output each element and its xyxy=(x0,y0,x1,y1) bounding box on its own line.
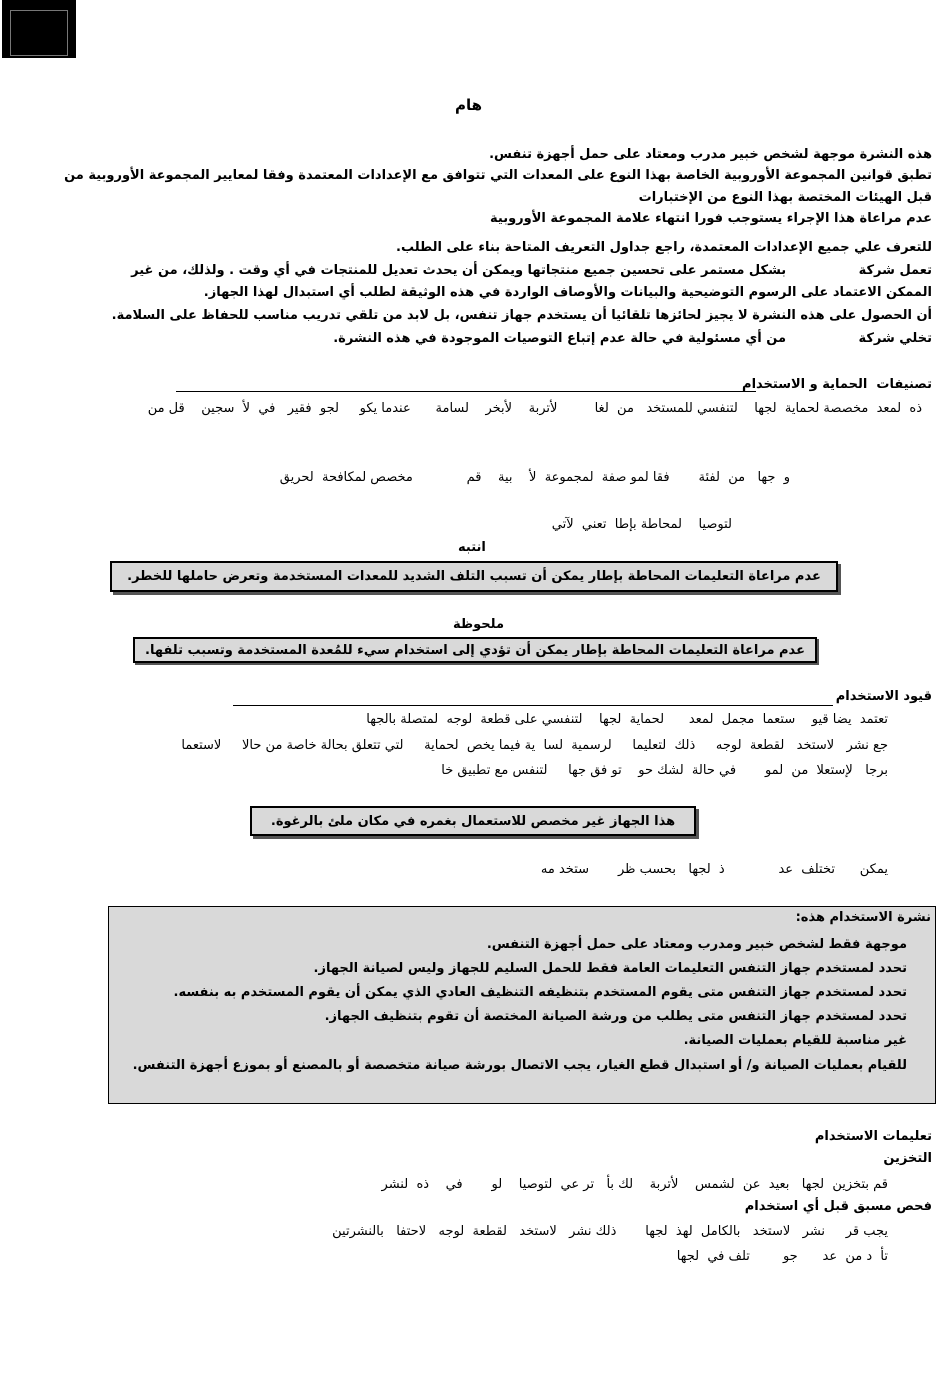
check-line-2: تأ د من عد جو تلف في لجها xyxy=(676,1249,888,1264)
storage-line: قم بتخزين لجها بعيد عن لشمس لأتربة لك بأ تر عي لتوصيا لو في ذه لنشر xyxy=(381,1177,888,1192)
info-item-4: تحدد لمستخدم جهاز التنفس متى يطلب من ورشة الصيانة المختصة أن تقوم بتنظيف الجهاز. xyxy=(324,1009,907,1024)
limits-line-1: تعتمد يضا قيو ستعما مجمل لمعد لحماية لجها لتنفسي على قطعة لوجه لمتصلة بالجها xyxy=(366,712,888,727)
note-box: عدم مراعاة التعليمات المحاطة بإطار يمكن أن تؤدي إلى استخدام سيء للمُعدة المستخدمة وتسبب تلفها. xyxy=(133,637,817,663)
limits-line-4: يمكن تختلف عد ذ لجها بحسب ظر ستخد مه xyxy=(540,862,888,877)
info-item-2: تحدد لمستخدم جهاز التنفس التعليمات العامة فقط للحمل السليم للجهاز وليس لصيانة الجهاز. xyxy=(313,961,907,976)
protection-line-1: ذه لمعد مخصصة لحماية لجها لتنفسي للمستخد من لغا لأتربة لأبخر لسامة عندما يكو لجو فقير في لأ سجين قل من xyxy=(147,401,922,416)
intro-line-3: قبل الهيئات المختصة بهذا النوع من الإختبارات xyxy=(638,190,932,205)
info-item-6: للقيام بعمليات الصيانة و/ أو استبدال قطع الغيار، يجب الاتصال بورشة صيانة متخصصة أو بالمصنع أو بموزع أجهزة التنفس. xyxy=(132,1058,907,1073)
section-protection-heading: تصنيفات الحماية و الاستخدام xyxy=(742,377,932,392)
intro-line-7: الممكن الاعتماد على الرسوم التوضيحية والبيانات والأوصاف الواردة في هذه الوثيقة لطلب أي استبدال لهذا الجهاز. xyxy=(203,285,932,300)
check-heading: فحص مسبق قبل أي استخدام xyxy=(744,1199,932,1214)
logo-block-icon xyxy=(2,0,76,58)
intro-line-5: للتعرف علي جميع الإعدادات المعتمدة، راجع جداول التعريف المتاحة بناء على الطلب. xyxy=(396,240,932,255)
check-line-1: يجب قر نشر لاستخد بالكامل لهذ لجها ذلك نشر لاستخد لقطعة لوجه لاحتفا بالنشرتين xyxy=(332,1224,888,1239)
storage-heading: التخزين xyxy=(883,1151,932,1166)
section-limits-rule xyxy=(233,705,833,706)
warning-box: عدم مراعاة التعليمات المحاطة بإطار يمكن أن تسبب التلف الشديد للمعدات المستخدمة وتعرض حاملها للخطر. xyxy=(110,561,838,592)
page-title: هام xyxy=(455,96,483,114)
info-item-1: موجهة فقط لشخص خبير ومدرب ومعتاد على حمل أجهزة التنفس. xyxy=(486,937,907,952)
note-label: ملحوظة xyxy=(453,617,505,632)
info-item-5: غير مناسبة للقيام بعمليات الصيانة. xyxy=(683,1033,907,1048)
section-limits-heading: قيود الاستخدام xyxy=(835,689,932,704)
intro-line-2: تطبق قوانين المجموعة الأوروبية الخاصة بهذا النوع على المعدات التي تتوافق مع الإعدادات المعتمدة وفقا لمعايير المجموعة الأوروبية من xyxy=(64,168,932,183)
section-protection-rule xyxy=(176,391,756,392)
info-item-3: تحدد لمستخدم جهاز التنفس متى يقوم المستخدم بتنظيفه التنظيف العادي الذي يمكن أن يقوم المستخدم به بنفسه. xyxy=(173,985,907,1000)
usage-notes-box xyxy=(108,906,936,1104)
info-box-heading: نشرة الاستخدام هذه: xyxy=(795,910,931,925)
protection-line-3: لتوصيا لمحاطة بإطا تعني لآتي xyxy=(551,517,732,532)
foam-warning-box: هذا الجهاز غير مخصص للاستعمال بغمره في مكان ملئ بالرغوة. xyxy=(250,806,696,836)
limits-line-2: جع نشر لاستخد لقطعة لوجه ذلك لتعليما لرسمية لسا ية فيما يخص لحماية لتي تتعلق بحالة خاصة من حالا لاستعما xyxy=(181,738,888,753)
intro-line-9: تخلي شركة من أي مسئولية في حالة عدم إتباع التوصيات الموجودة في هذه النشرة. xyxy=(333,331,932,346)
intro-line-1: هذه النشرة موجهة لشخص خبير مدرب ومعتاد على حمل أجهزة تنفس. xyxy=(489,147,932,162)
intro-line-8: أن الحصول على هذه النشرة لا يجيز لحائزها تلقائيا أن يستخدم جهاز تنفس، بل لابد من تلقي تدريب مناسب للحفاظ على السلامة. xyxy=(111,308,932,323)
intro-line-6: تعمل شركة بشكل مستمر على تحسين جميع منتجاتها ويمكن أن يحدث تعديل للمنتجات في أي وقت . ولذلك، من غير xyxy=(131,263,932,278)
intro-line-4: عدم مراعاة هذا الإجراء يستوجب فورا انتهاء علامة المجموعة الأوروبية xyxy=(490,211,932,226)
warning-label: انتبه xyxy=(458,540,486,555)
limits-line-3: برجا لإستعلا من لمو في حالة لشك حو تو فق جها لتنفس مع تطبيق خا xyxy=(441,763,888,778)
protection-line-2: و جها من لفئة فقا لمو صفة لمجموعة لأ بية قم مخصص لمكافحة لحريق xyxy=(279,470,790,485)
instructions-heading: تعليمات الاستخدام xyxy=(814,1129,932,1144)
